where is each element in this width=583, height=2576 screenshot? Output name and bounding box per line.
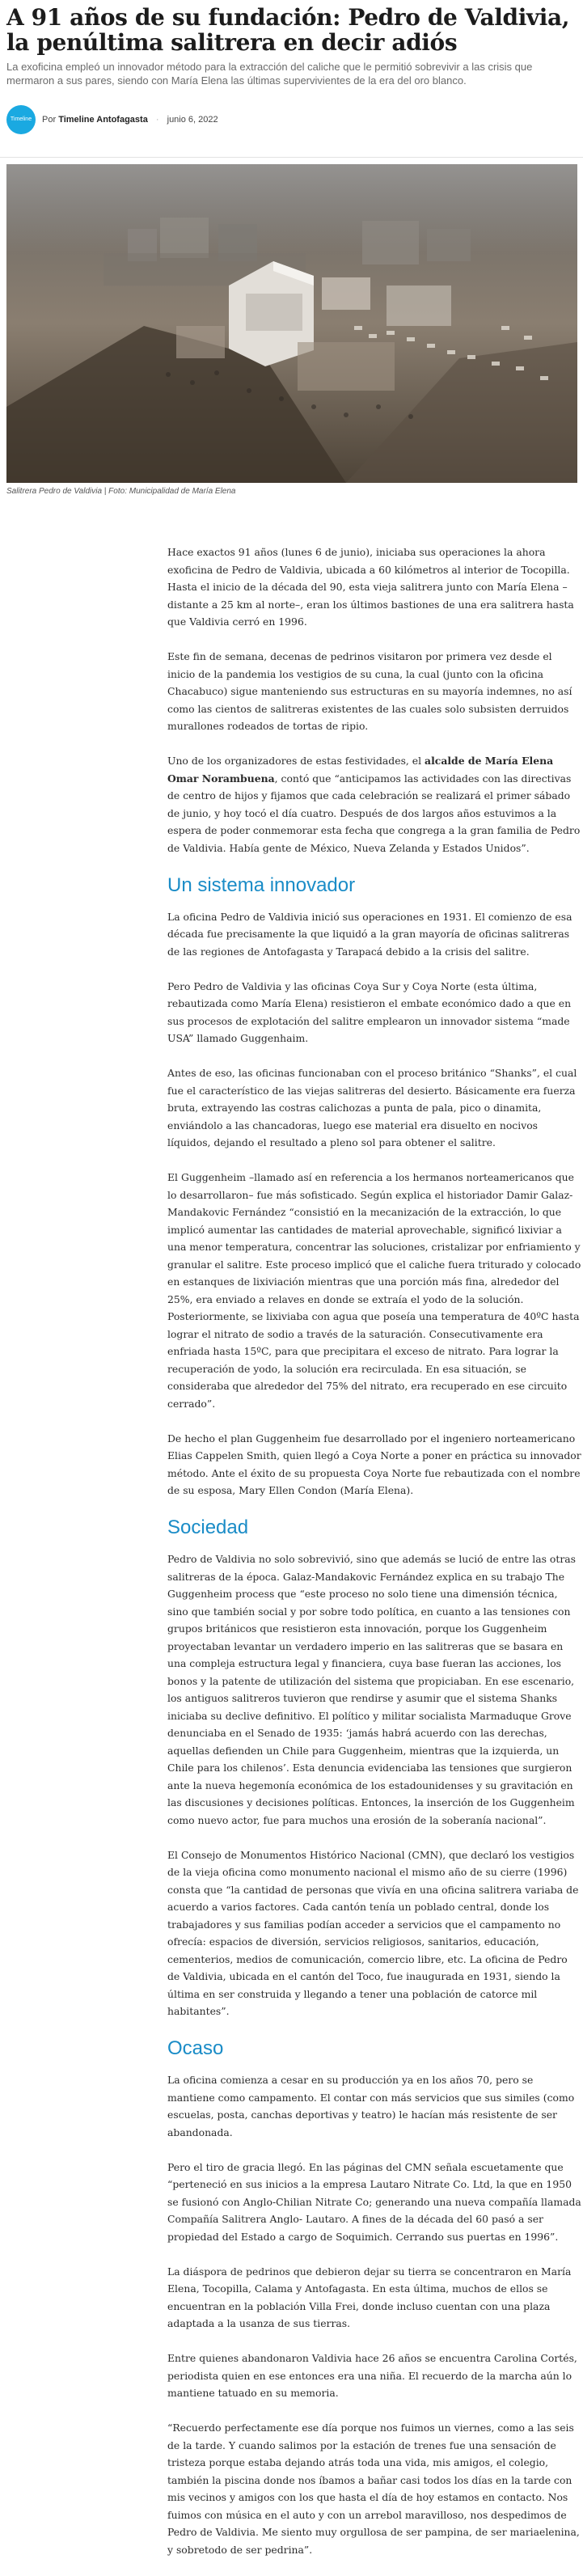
section-heading: Ocaso	[167, 2037, 224, 2059]
paragraph: Entre quienes abandonaron Valdivia hace 26 años se encuentra Carolina Cortés, periodista quien en ese entonces era una niña. El recuerdo de la marcha aún lo mantiene tatuado en su memoria.	[167, 2352, 577, 2399]
paragraph: “Recuerdo perfectamente ese día porque nos fuimos un viernes, como a las seis de la tarde. Y cuando salimos por la estación de trenes fue una sensación de tristeza porque estaba dejando atrás toda una vida, mis amigos, el colegio, también la piscina donde nos íbamos a bañar casi todos los días en la tarde con mis vecinos y amigos con los que hasta el día de hoy estamos en contacto. Nos fuimos con música en el auto y con un arrebol maravilloso, nos despedimos de Pedro de Valdivia. Me siento muy orgullosa de ser pampina, de ser mariaelenina, y sobretodo de ser pedrina”.	[167, 2422, 580, 2556]
byline-separator: ·	[155, 115, 159, 125]
paragraph: Pero el tiro de gracia llegó. En las páginas del CMN señala escuetamente que “perteneció en sus inicios a la empresa Lautaro Nitrate Co. Ltd, la que en 1950 se fusionó con Anglo-Chilian Nitrate Co; generando una nueva compañía llamada Compañía Salitrera Anglo- Lautaro. A fines de la década del 60 pasó a ser propiedad del Estado a cargo de Soquimich. Cerrando sus puertas en 1996”.	[167, 2160, 581, 2243]
paragraph: La oficina Pedro de Valdivia inició sus operaciones en 1931. El comienzo de esa década fue precisamente la que liquidó a la gran mayoría de oficinas salitreras de las regiones de Antofagasta y Tarapacá debido a la crisis del salitre.	[167, 910, 572, 958]
bold-name: alcalde de María Elena Omar Norambuena	[167, 755, 554, 785]
byline-text	[42, 115, 218, 125]
article-body	[167, 544, 581, 2576]
paragraph: El Guggenheim –llamado así en referencia a los hermanos norteamericanos que lo desarrollaron– fue más sofisticado. Según explica el historiador Damir Galaz-Mandakovic Fernández “consistió en la mecanización de la extracción, lo que implicó aumentar las cantidades de material aprovechable, significó lixiviar a una menor temperatura, concentrar las soluciones, cristalizar por enfriamiento y granular el salitre. Este proceso implicó que el caliche fuera triturado y colocado en estanques de lixiviación mientras que una porción más fina, alrededor del 25%, era enviado a relaves en donde se extraía el yodo de la solución. Posteriormente, se lixiviaba con agua que poseía una temperatura de 40ºC hasta lograr el nitrato de sodio a través de la saturación. Consecutivamente era enfriada hasta 15ºC, para que precipitara el exceso de nitrato. Para lograr la recuperación de yodo, la solución era recirculada. En esa situación, se consideraba que alrededor del 75% del nitrato, era recuperado en ese circuito cerrado”.	[167, 1171, 581, 1410]
hero-photo	[6, 164, 577, 483]
paragraph: Este fin de semana, decenas de pedrinos visitaron por primera vez desde el inicio de la pandemia los vestigios de su cuna, la cual (junto con la oficina Chacabuco) sigue manteniendo sus estructuras en su mayoría indemnes, no así como las cientos de salitreras existentes de las cuales solo subsisten derruidos murallones rodeados de tortas de ripio.	[167, 650, 572, 732]
author-avatar[interactable]: Timeline	[6, 105, 36, 134]
section-heading: Un sistema innovador	[167, 873, 356, 896]
header-divider	[0, 157, 583, 158]
paragraph: Hace exactos 91 años (lunes 6 de junio), iniciaba sus operaciones la ahora exoficina de Pedro de Valdivia, ubicada a 60 kilómetros al interior de Tocopilla. Hasta el inicio de la década del 90, esta vieja salitrera junto con María Elena –distante a 25 km al norte–, eran los últimos bastiones de una era salitrera hasta que Valdivia cerró en 1996.	[167, 546, 574, 628]
paragraph: La oficina comienza a cesar en su producción ya en los años 70, pero se mantiene como campamento. El contar con más servicios que sus similes (como escuelas, posta, canchas deportivas y teatro) le hacían más resistente de ser abandonada.	[167, 2074, 575, 2138]
paragraph: Pedro de Valdivia no solo sobrevivió, sino que además se lució de entre las otras salitreras de la época. Galaz-Mandakovic Fernández explica en su trabajo The Guggenheim process que “este proceso no solo tiene una dimensión técnica, sino que también social y por sobre todo política, en cuanto a las tensiones con grupos británicos que resistieron esta innovación, porque los Guggenheim proyectaban levantar un verdadero imperio en las salitreras que se basara en una compleja estructura legal y financiera, cuya base fueran las acciones, los bonos y la patente de utilización del sistema que propiciaban. En ese escenario, los antiguos salitreros tuvieron que rendirse y asumir que el sistema Shanks iniciaba su declive definitivo. El político y militar socialista Marmaduque Grove denunciaba en el Senado de 1935: ‘jamás habrá acuerdo con las derechas, aquellas defienden un Chile para Guggenheim, mientras que la izquierda, un Chile para los chilenos’. Esta denuncia evidenciaba las tensiones que surgieron ante la nueva hegemonía económica de los estadounidenses y su gravitación en las discusiones y decisiones políticas. Entonces, la inserción de los Guggenheim como nuevo actor, fue para muchos una erosión de la soberanía nacional”.	[167, 1553, 577, 1826]
paragraph-text: , contó que “anticipamos las actividades con las directivas de centro de hijos y fijamos que cada celebración se realizará el primer sábado de junio, y hoy tocó el día cuatro. Después de dos largos años estuvimos a la espera de poder conmemorar esta fecha que congrega a la gran familia de Pedro de Valdivia. Había gente de México, Nueva Zelanda y Estados Unidos”.	[167, 772, 581, 854]
paragraph: El Consejo de Monumentos Histórico Nacional (CMN), que declaró los vestigios de la vieja oficina como monumento nacional el mismo año de su cierre (1996) consta que “la cantidad de personas que vivía en una oficina salitrera variaba de acuerdo a varios factores. Cada cantón tenía un poblado central, donde los trabajadores y sus familias podían acceder a servicios que el campamento no ofrecía: espacios de diversión, servicios religiosos, sanitarios, educación, cementerios, medios de comunicación, comercio libre, etc. La oficina de Pedro de Valdivia, ubicada en el cantón del Toco, fue inaugurada en 1931, siendo la última en ser construida y llegando a tener una población de catorce mil habitantes”.	[167, 1848, 579, 2017]
paragraph: La diáspora de pedrinos que debieron dejar su tierra se concentraron en María Elena, Tocopilla, Calama y Antofagasta. En esta última, muchos de ellos se encuentran en la población Villa Frei, donde incluso cuentan con una plaza adaptada a la usanza de sus tierras.	[167, 2265, 572, 2329]
paragraph-text: Uno de los organizadores de estas festividades, el	[167, 755, 425, 767]
byline	[6, 105, 577, 134]
paragraph: De hecho el plan Guggenheim fue desarrollado por el ingeniero norteamericano Elias Cappelen Smith, quien llegó a Coya Norte a poner en práctica su innovador método. Ante el éxito de su propuesta Coya Norte fue rebautizada con el nombre de su esposa, Mary Ellen Condon (María Elena).	[167, 1432, 581, 1496]
paragraph: Pero Pedro de Valdivia y las oficinas Coya Sur y Coya Norte (esta última, rebautizada como María Elena) resistieron el embate económico dado a que en sus procesos de explotación del salitre emplearon un innovador sistema “made USA” llamado Guggenhaim.	[167, 979, 572, 1044]
section-heading: Sociedad	[167, 1516, 249, 1538]
article-deck: La exoficina empleó un innovador método para la extracción del caliche que le permitió sobrevivir a las crisis que mermaron a sus pares, siendo con María Elena las últimas supervivientes de la era del oro blanco.	[6, 61, 533, 87]
author-link[interactable]: Timeline Antofagasta	[58, 115, 148, 125]
article-headline: A 91 años de su fundación: Pedro de Valdivia, la penúltima salitrera en decir adiós	[6, 4, 570, 56]
byline-prefix: Por	[42, 115, 57, 125]
photo-caption: Salitrera Pedro de Valdivia | Foto: Municipalidad de María Elena	[6, 487, 236, 496]
paragraph: Antes de eso, las oficinas funcionaban con el proceso británico “Shanks”, el cual fue el característico de las viejas salitreras del desierto. Básicamente era fuerza bruta, extrayendo las costras calichozas a punta de pala, pico o dinamita, enviándolo a las chancadoras, luego ese material era disuelto en nocivos líquidos, dejando el resultado a pleno sol para obtener el salitre.	[167, 1067, 577, 1148]
publish-date: junio 6, 2022	[167, 115, 218, 125]
paragraph	[167, 752, 581, 857]
